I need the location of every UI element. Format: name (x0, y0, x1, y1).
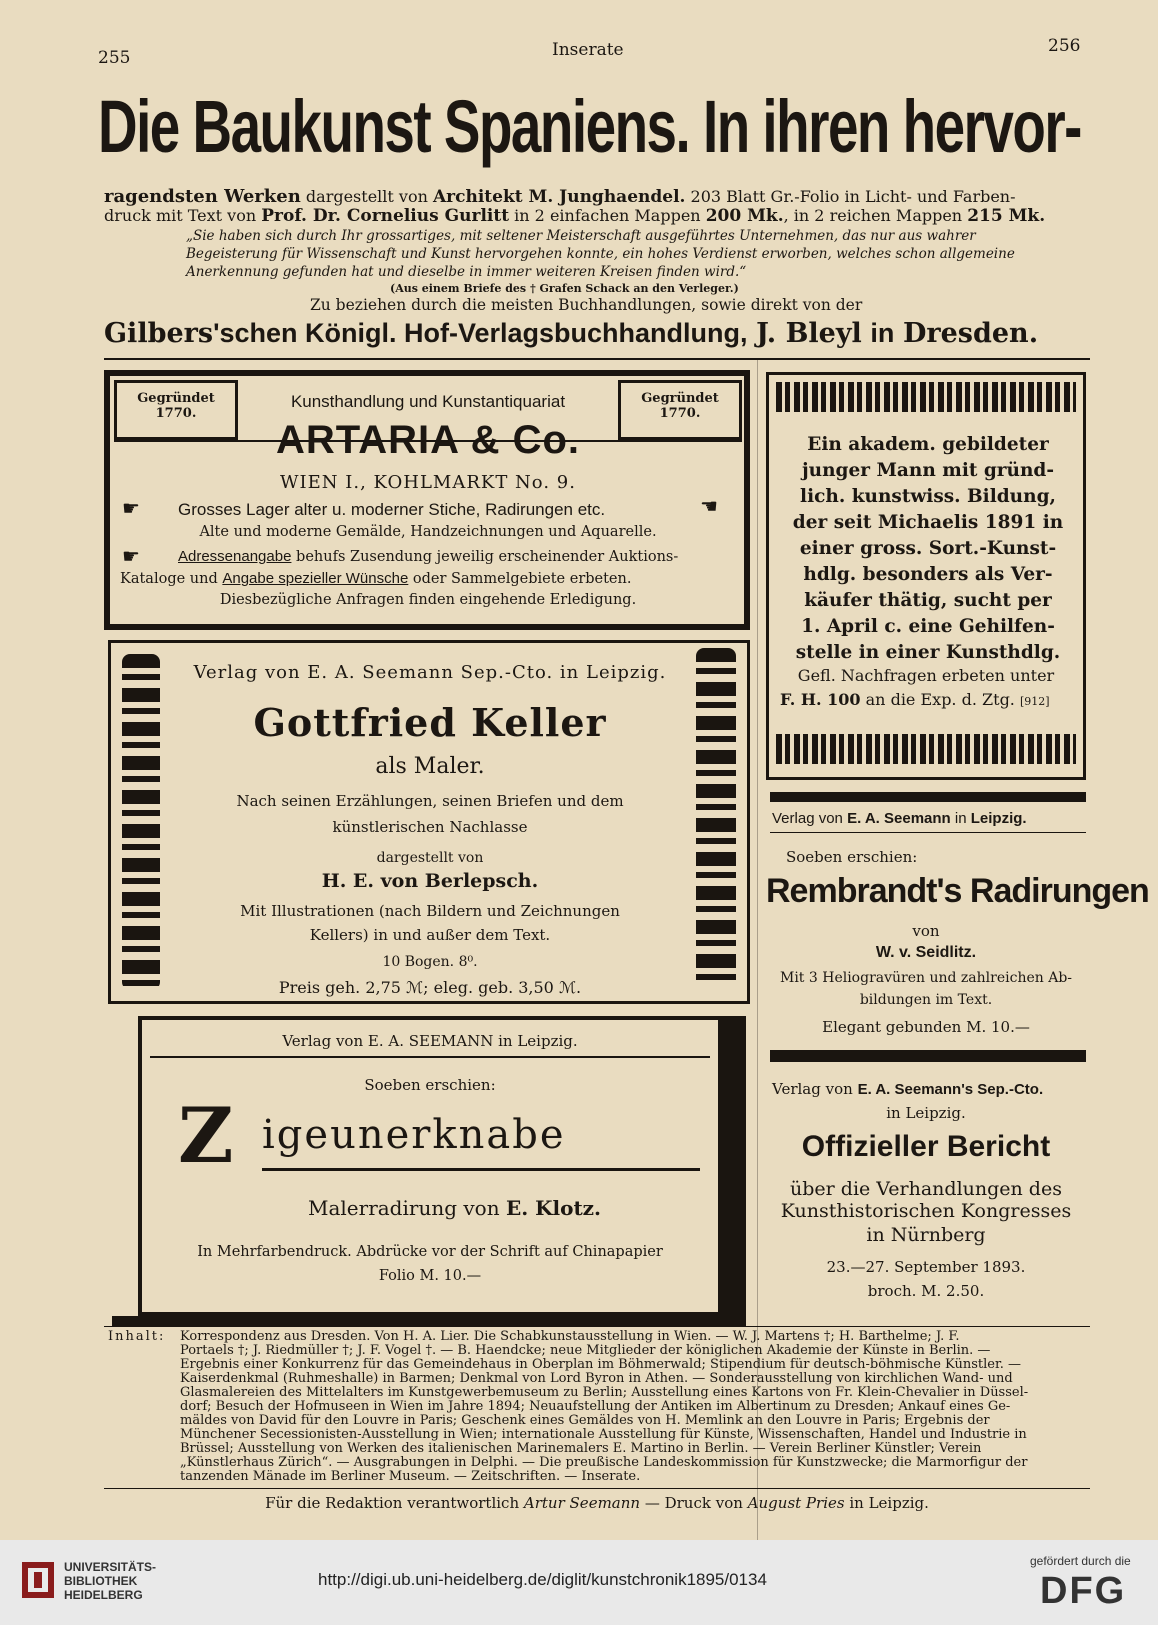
title-underline (262, 1168, 700, 1171)
permalink-url[interactable]: http://digi.ub.uni-heidelberg.de/diglit/kunstchronik1895/0134 (318, 1570, 767, 1589)
baukunst-extent: 203 Blatt Gr.-Folio in Licht- und Farben- (690, 187, 1016, 206)
imprint-printer: August Pries (747, 1494, 845, 1512)
rembrandt-just-out: Soeben erschien: (786, 848, 918, 866)
keller-publisher: Verlag von E. A. Seemann Sep.-Cto. in Leipzig. (193, 662, 667, 683)
baukunst-text-by: druck mit Text von (104, 206, 257, 225)
library-name[interactable] (64, 1560, 156, 1602)
keller-subtitle: als Maler. (375, 754, 485, 779)
baukunst-line2 (104, 206, 1045, 226)
bericht-title: Offizieller Bericht (801, 1130, 1051, 1163)
job-line: der seit Michaelis 1891 in (792, 512, 1064, 533)
contents-line: Glasmalereien des Mittelalters im Kunstgewerbemuseum zu Berlin; Ausstellung eines Kartons von Fr. Klein-Chevalier in Düssel- (180, 1385, 1029, 1400)
job-ref: [912] (1019, 695, 1050, 708)
bericht-publisher-a: Verlag von (772, 1080, 853, 1098)
job-line: junger Mann mit gründ- (801, 460, 1055, 481)
bar-rule (770, 1050, 1086, 1062)
pointing-hand-icon: ☛ (122, 544, 140, 568)
job-ad-text (780, 432, 1076, 666)
rule-top (104, 358, 1090, 360)
keller-price: Preis geh. 2,75 ℳ; eleg. geb. 3,50 ℳ. (278, 978, 582, 997)
bericht-sub2: Kunsthistorischen Kongresses (780, 1200, 1072, 1222)
artaria-address: WIEN I., KOHLMARKT No. 9. (280, 472, 576, 493)
baukunst-title: Die Baukunst Spaniens. In ihren hervor- (98, 85, 1081, 168)
baukunst-quote-source: (Aus einem Briefe des † Grafen Schack an den Verleger.) (390, 282, 739, 295)
artaria-collecting: oder Sammelgebiete erbeten. (412, 571, 632, 587)
rembrandt-desc2: bildungen im Text. (859, 992, 993, 1008)
job-inquiry: Gefl. Nachfragen erbeten unter (797, 666, 1055, 685)
baukunst-architect: Architekt M. Junghaendel. (432, 187, 686, 207)
imprint-c: — Druck von (644, 1494, 743, 1512)
zigeuner-shadow-bottom (112, 1316, 746, 1326)
founded-label-right: Gegründet (641, 391, 719, 406)
job-code-id: F. H. 100 (780, 690, 861, 709)
contents-line: Brüssel; Ausstellung von Werken des italienischen Marinemalers E. Martino in Berlin. — Verein Berliner Künstler; Verein (180, 1441, 982, 1456)
ornament-border-bottom (776, 734, 1076, 764)
founded-year-left: 1770. (155, 406, 197, 421)
baukunst-by: dargestellt von (305, 187, 428, 206)
contents-label: Inhalt: (108, 1329, 166, 1344)
floral-ornament-right-icon (696, 648, 736, 988)
job-code (780, 690, 1050, 709)
rembrandt-desc1: Mit 3 Heliogravüren und zahlreichen Ab- (779, 970, 1073, 986)
rembrandt-publisher (772, 810, 1027, 827)
baukunst-quote2: Begeisterung für Wissenschaft und Kunst hervorgehen konnte, ein hohes Verdienst erworben, welches schon allgemeine (186, 246, 1015, 262)
thin-rule (770, 832, 1086, 833)
university-seal-icon (18, 1556, 58, 1604)
library-line1: UNIVERSITÄTS- (64, 1560, 157, 1574)
publisher-city: Dresden. (902, 318, 1039, 349)
keller-ill2: Kellers) in und außer dem Text. (309, 926, 551, 944)
founded-label-left: Gegründet (137, 391, 215, 406)
baukunst-price2: 215 Mk. (967, 206, 1046, 226)
artaria-address-request: Adressenangabe (178, 548, 292, 565)
running-header: Inserate (552, 40, 624, 60)
ornament-border-top (776, 382, 1076, 412)
zigeuner-subtitle-a: Malerradirung von (308, 1196, 500, 1220)
keller-author: H. E. von Berlepsch. (321, 870, 539, 892)
library-line2: BIBLIOTHEK (64, 1574, 138, 1588)
contents-line: tanzenden Mänade im Berliner Museum. — Zeitschriften. — Inserate. (180, 1469, 641, 1484)
funding-label: gefördert durch die (1030, 1554, 1131, 1568)
artaria-catalogue-text: behufs Zusendung jeweilig erscheinender Auktions- (296, 549, 679, 565)
job-line: einer gross. Sort.-Kunst- (799, 538, 1057, 559)
artaria-catalogues: Kataloge und (120, 571, 218, 587)
zigeuner-initial: Z (178, 1091, 234, 1180)
rembrandt-price: Elegant gebunden M. 10.— (822, 1018, 1030, 1036)
contents-line: mäldes von David für den Louvre in Paris; Geschenk eines Gemäldes von H. Memlink an den Louvre in Paris; Ergebnis der (180, 1413, 990, 1428)
rembrandt-author: W. v. Seidlitz. (875, 944, 977, 961)
pointing-hand-icon: ☛ (122, 496, 140, 520)
job-line: stelle in einer Kunsthdlg. (795, 642, 1061, 663)
baukunst-publisher (104, 318, 1038, 349)
thin-rule (150, 1056, 710, 1058)
artaria-line2: Alte und moderne Gemälde, Handzeichnungen und Aquarelle. (199, 524, 657, 540)
zigeuner-desc1: In Mehrfarbendruck. Abdrücke vor der Schrift auf Chinapapier (197, 1244, 663, 1260)
artaria-line5: Diesbezügliche Anfragen finden eingehende Erledigung. (219, 592, 637, 608)
baukunst-quote1: „Sie haben sich durch Ihr grossartiges, mit seltener Meisterschaft ausgeführtes Unternehmen, das nur aus wahrer (186, 228, 976, 244)
right-page-number: 256 (1048, 36, 1081, 56)
rembrandt-publisher-c: in (954, 810, 967, 827)
publisher-in: in (870, 318, 895, 348)
bericht-price: broch. M. 2.50. (867, 1282, 985, 1300)
baukunst-line1 (104, 186, 1016, 207)
zigeuner-artist: E. Klotz. (505, 1196, 602, 1220)
rembrandt-publisher-d: Leipzig. (970, 810, 1027, 827)
contents-line: Portaels †; J. Riedmüller †; J. F. Vogel †. — B. Haendcke; neue Mitglieder der königlichen Akademie der Künste in Berlin. — (180, 1343, 991, 1358)
keller-extent: 10 Bogen. 8⁰. (382, 954, 478, 970)
job-line: hdlg. besonders als Ver- (803, 564, 1053, 585)
job-line: Ein akadem. gebildeter (807, 434, 1049, 455)
job-line: lich. kunstwiss. Bildung, (800, 486, 1056, 507)
imprint-a: Für die Redaktion verantwortlich (265, 1494, 520, 1512)
zigeuner-shadow-right (722, 1016, 746, 1316)
artaria-founded-right (618, 380, 742, 440)
baukunst-rich: , in 2 reichen Mappen (783, 206, 963, 225)
rembrandt-by: von (912, 922, 940, 940)
keller-ill1: Mit Illustrationen (nach Bildern und Zeichnungen (240, 902, 620, 920)
pointing-hand-icon: ☛ (700, 494, 718, 518)
artaria-line1: Grosses Lager alter u. moderner Stiche, Radirungen etc. (178, 500, 606, 519)
founded-year-right: 1770. (659, 406, 701, 421)
baukunst-quote3: Anerkennung gefunden hat und dieselbe in immer weiteren Kreisen finden wird.“ (186, 264, 747, 280)
contents-list (180, 1330, 1090, 1484)
contents-line: Münchener Secessionisten-Ausstellung in Wien; internationale Ausstellung für Künste, Wissenschaften, Handel und Industrie in (180, 1427, 1027, 1442)
job-line: 1. April c. eine Gehilfen- (801, 616, 1055, 637)
bericht-publisher (772, 1080, 1043, 1098)
contents-line: Kaiserdenkmal (Ruhmeshalle) in Barmen; Denkmal von Lord Byron in Athen. — Sonderausstellung von kirchlichen Wand- und (180, 1371, 1013, 1386)
bericht-sub1: über die Verhandlungen des (790, 1178, 1062, 1200)
keller-title: Gottfried Keller (253, 700, 607, 745)
artaria-founded-left (114, 380, 238, 440)
keller-desc1: Nach seinen Erzählungen, seinen Briefen und dem (236, 792, 624, 810)
rule-imprint (104, 1488, 1090, 1489)
publisher-bleyl: J. Bleyl (756, 318, 862, 349)
rembrandt-publisher-a: Verlag von (772, 810, 843, 827)
bar-rule (770, 792, 1086, 802)
baukunst-distribution: Zu beziehen durch die meisten Buchhandlungen, sowie direkt von der (310, 296, 863, 314)
imprint-e: in Leipzig. (849, 1494, 929, 1512)
left-page-number: 255 (98, 48, 131, 68)
zigeuner-just-out: Soeben erschien: (364, 1076, 496, 1094)
imprint-editor: Artur Seemann (523, 1494, 641, 1512)
bericht-city: in Leipzig. (886, 1104, 966, 1122)
job-code-exp: an die Exp. d. Ztg. (865, 690, 1015, 709)
bericht-sub3: in Nürnberg (866, 1224, 986, 1246)
contents-line: „Künstlerhaus Zürich“. — Ausgrabungen in Delphi. — Die preußische Landeskommission für Kunstzwecke; die Marmorfigur der (180, 1455, 1028, 1470)
floral-ornament-left-icon (122, 654, 160, 990)
rembrandt-publisher-b: E. A. Seemann (847, 810, 951, 827)
keller-desc2: künstlerischen Nachlasse (332, 818, 528, 836)
publisher-name: 'schen Königl. Hof-Verlagsbuchhandlung, (213, 318, 748, 348)
rembrandt-title: Rembrandt's Radirungen (766, 872, 1149, 910)
bericht-date: 23.—27. September 1893. (826, 1258, 1026, 1276)
zigeuner-publisher: Verlag von E. A. SEEMANN in Leipzig. (282, 1032, 578, 1050)
contents-line: dorf; Besuch der Hofmuseen in Wien im Jahre 1894; Neuaufstellung der Antiken im Albertinum zu Dresden; Ankauf eines Ge- (180, 1399, 1011, 1414)
viewer-footer (0, 1540, 1158, 1625)
library-line3: HEIDELBERG (64, 1588, 143, 1602)
zigeuner-desc2: Folio M. 10.— (378, 1268, 482, 1284)
zigeuner-title: igeunerknabe (262, 1112, 566, 1158)
job-line: käufer thätig, sucht per (804, 590, 1052, 611)
artaria-wishes: Angabe spezieller Wünsche (222, 570, 409, 587)
artaria-subtitle: Kunsthandlung und Kunstantiquariat (290, 392, 566, 411)
imprint (104, 1494, 1090, 1512)
zigeuner-subtitle (308, 1196, 601, 1220)
contents-line: Ergebnis einer Konkurrenz für das Gemeindehaus in Oberplan im Böhmerwald; Stipendium für deutsch-böhmische Künstler. — (180, 1357, 1022, 1372)
keller-by: dargestellt von (376, 850, 484, 866)
baukunst-simple: in 2 einfachen Mappen (514, 206, 701, 225)
dfg-logo[interactable]: DFG (1040, 1570, 1127, 1612)
baukunst-price1: 200 Mk. (705, 206, 784, 226)
publisher-gilbers: Gilbers (104, 318, 214, 349)
baukunst-gurlitt: Prof. Dr. Cornelius Gurlitt (261, 206, 510, 226)
bericht-publisher-b: E. A. Seemann's Sep.-Cto. (857, 1081, 1044, 1098)
artaria-line3 (178, 548, 678, 565)
contents-line: Korrespondenz aus Dresden. Von H. A. Lier. Die Schabkunstausstellung in Wien. — W. J. Martens †; H. Barthelme; J. F. (180, 1329, 960, 1344)
artaria-name: ARTARIA & Co. (275, 418, 581, 462)
artaria-line4 (120, 570, 631, 587)
rule-contents (104, 1326, 1090, 1327)
baukunst-works: ragendsten Werken (104, 186, 301, 207)
